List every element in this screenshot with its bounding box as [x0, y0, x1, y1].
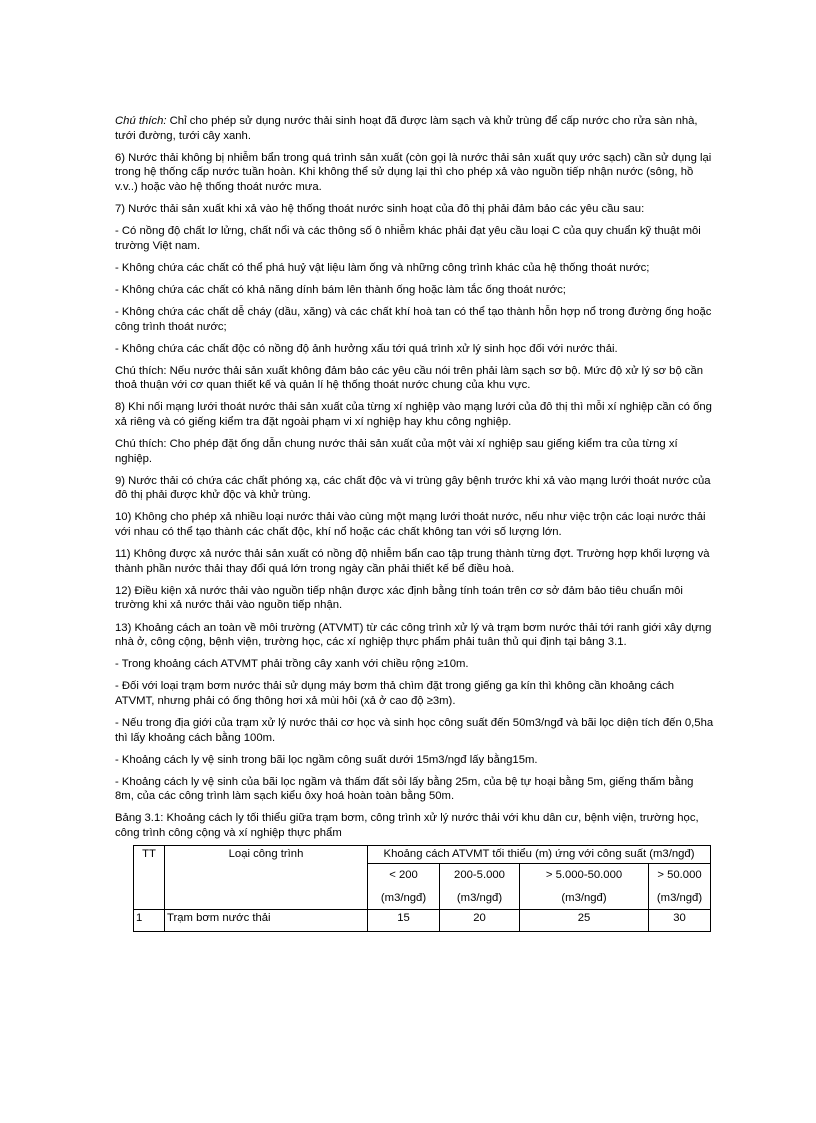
paragraph-13d: - Khoảng cách ly vệ sinh trong bãi lọc ngầm công suất dưới 15m3/ngđ lấy bằng15m.: [115, 753, 538, 766]
note-1: [115, 114, 715, 143]
document-page: [115, 114, 715, 932]
paragraph-6: 6) Nước thải không bị nhiễm bẩn trong quá trình sản xuất (còn gọi là nước thải sản xuất quy ước sạch) cần sử dụng lại trong hệ thống cấp nước tuần hoàn. Khi không thể sử dụng lại thì cho phép xả vào nguồn tiếp nhận nước (sông, hồ v.v..) hoặc vào hệ thống thoát nước mưa.: [115, 151, 712, 193]
capacity-header: [649, 864, 711, 910]
capacity-range: 200-5.000: [454, 869, 505, 882]
paragraph-9: 9) Nước thải có chứa các chất phóng xạ, các chất độc và vi trùng gây bệnh trước khi xả vào mạng lưới thoát nước của đô thị phải được khử độc và khử trùng.: [115, 474, 711, 502]
header-atvmt-group: Khoảng cách ATVMT tối thiểu (m) ứng với công suất (m3/ngđ): [368, 845, 711, 864]
paragraph-7e: - Không chứa các chất độc có nồng độ ảnh hưởng xấu tới quá trình xử lý sinh học đối với nước thải.: [115, 342, 618, 355]
paragraph-7a: - Có nồng độ chất lơ lửng, chất nổi và các thông số ô nhiễm khác phải đạt yêu cầu loại C của quy chuẩn kỹ thuật môi trường Việt nam.: [115, 225, 701, 252]
capacity-range: > 50.000: [657, 869, 702, 882]
note-1-text: Chỉ cho phép sử dụng nước thải sinh hoạt đã được làm sạch và khử trùng để cấp nước cho rửa sàn nhà, tưới đường, tưới cây xanh.: [115, 115, 698, 142]
capacity-unit: (m3/ngđ): [656, 891, 703, 904]
header-loai-cong-trinh: Loại công trình: [165, 845, 368, 910]
capacity-unit: (m3/ngđ): [380, 891, 427, 904]
paragraph-10: 10) Không cho phép xả nhiều loại nước thải vào cùng một mạng lưới thoát nước, nếu như việc trộn các loại nước thải với nhau có thể tạo thành các chất độc, khí nổ hoặc các chất không tan với số lượng lớn.: [115, 511, 706, 539]
table-header-row: [134, 845, 711, 864]
paragraph-7c: - Không chứa các chất có khả năng dính bám lên thành ống hoặc làm tắc ống thoát nước;: [115, 283, 566, 296]
paragraph-7: 7) Nước thải sản xuất khi xả vào hệ thống thoát nước sinh hoạt của đô thị phải đảm bảo các yêu cầu sau:: [115, 202, 645, 215]
cell-value: 25: [520, 910, 649, 932]
paragraph-12: 12) Điều kiện xả nước thải vào nguồn tiếp nhận được xác định bằng tính toán trên cơ sở đảm bảo tiêu chuẩn môi trường khi xả nước thải vào nguồn tiếp nhận.: [115, 584, 683, 612]
table-caption: Bảng 3.1: Khoảng cách ly tối thiểu giữa trạm bơm, công trình xử lý nước thải với khu dân cư, bệnh viện, trường học, công trình công cộng và xí nghiệp thực phẩm: [115, 812, 699, 840]
header-tt: TT: [134, 845, 165, 910]
capacity-header: [440, 864, 520, 910]
capacity-unit: (m3/ngđ): [561, 891, 607, 904]
paragraph-7d: - Không chứa các chất dễ cháy (dầu, xăng) và các chất khí hoà tan có thể tạo thành hỗn hợp nổ trong đường ống hoặc công trình thoát nước;: [115, 305, 712, 333]
note-3: Chú thích: Cho phép đặt ống dẫn chung nước thải sản xuất của một vài xí nghiệp sau giếng kiểm tra của từng xí nghiệp.: [115, 438, 678, 465]
cell-value: 15: [368, 910, 440, 932]
table-row: [134, 910, 711, 932]
paragraph-13e: - Khoảng cách ly vệ sinh của bãi lọc ngầm và thấm đất sỏi lấy bằng 25m, của bệ tự hoại bằng 5m, giếng thấm bằng 8m, của các công trình làm sạch kiểu ôxy hoá hoàn toàn bằng 50m.: [115, 775, 694, 803]
paragraph-11: 11) Không được xả nước thải sản xuất có nồng độ nhiễm bẩn cao tập trung thành từng đợt. Trường hợp khối lượng và thành phần nước thải thay đổi quá lớn trong ngày cần phải thiết kế bể điều hoà.: [115, 548, 710, 575]
capacity-range: < 200: [389, 869, 418, 882]
capacity-range: > 5.000-50.000: [545, 869, 623, 882]
note-2: Chú thích: Nếu nước thải sản xuất không đảm bảo các yêu cầu nói trên phải làm sạch sơ bộ. Mức độ xử lý sơ bộ cần thoả thuận với cơ quan thiết kế và quản lí hệ thống thoát nước chung của khu vực.: [115, 364, 704, 392]
paragraph-8: 8) Khi nối mạng lưới thoát nước thải sản xuất của từng xí nghiệp vào mạng lưới của đô thị thì mỗi xí nghiệp cần có ống xả riêng và có giếng kiểm tra đặt ngoài phạm vi xí nghiệp hay khu công nghiệp.: [115, 401, 712, 428]
cell-value: 20: [440, 910, 520, 932]
capacity-unit: (m3/ngđ): [456, 891, 503, 904]
cell-name: Trạm bơm nước thải: [165, 910, 368, 932]
paragraph-13: 13) Khoảng cách an toàn về môi trường (ATVMT) từ các công trình xử lý và trạm bơm nước thải tới ranh giới xây dựng nhà ở, công cộng, bệnh viện, trường học, các xí nghiệp thực phẩm phải tuân thủ qui định tại bảng 3.1.: [115, 621, 712, 649]
capacity-header: [368, 864, 440, 910]
cell-value: 30: [649, 910, 711, 932]
paragraph-13a: - Trong khoảng cách ATVMT phải trồng cây xanh với chiều rộng ≥10m.: [115, 658, 469, 671]
cell-tt: 1: [134, 910, 165, 932]
note-1-label: Chú thích:: [115, 115, 167, 127]
paragraph-13c: - Nếu trong địa giới của trạm xử lý nước thải cơ học và sinh học công suất đến 50m3/ngđ và bãi lọc diện tích đến 0,5ha thì lấy khoảng cách bằng 100m.: [115, 717, 714, 744]
distance-table: [133, 845, 711, 933]
capacity-header: [520, 864, 649, 910]
paragraph-13b: - Đối với loại trạm bơm nước thải sử dụng máy bơm thả chìm đặt trong giếng ga kín thì không cần khoảng cách ATVMT, nhưng phải có ống thông hơi xả mùi hôi (xả ở cao độ ≥3m).: [115, 680, 675, 707]
paragraph-7b: - Không chứa các chất có thể phá huỷ vật liệu làm ống và những công trình khác của hệ thống thoát nước;: [115, 261, 650, 274]
